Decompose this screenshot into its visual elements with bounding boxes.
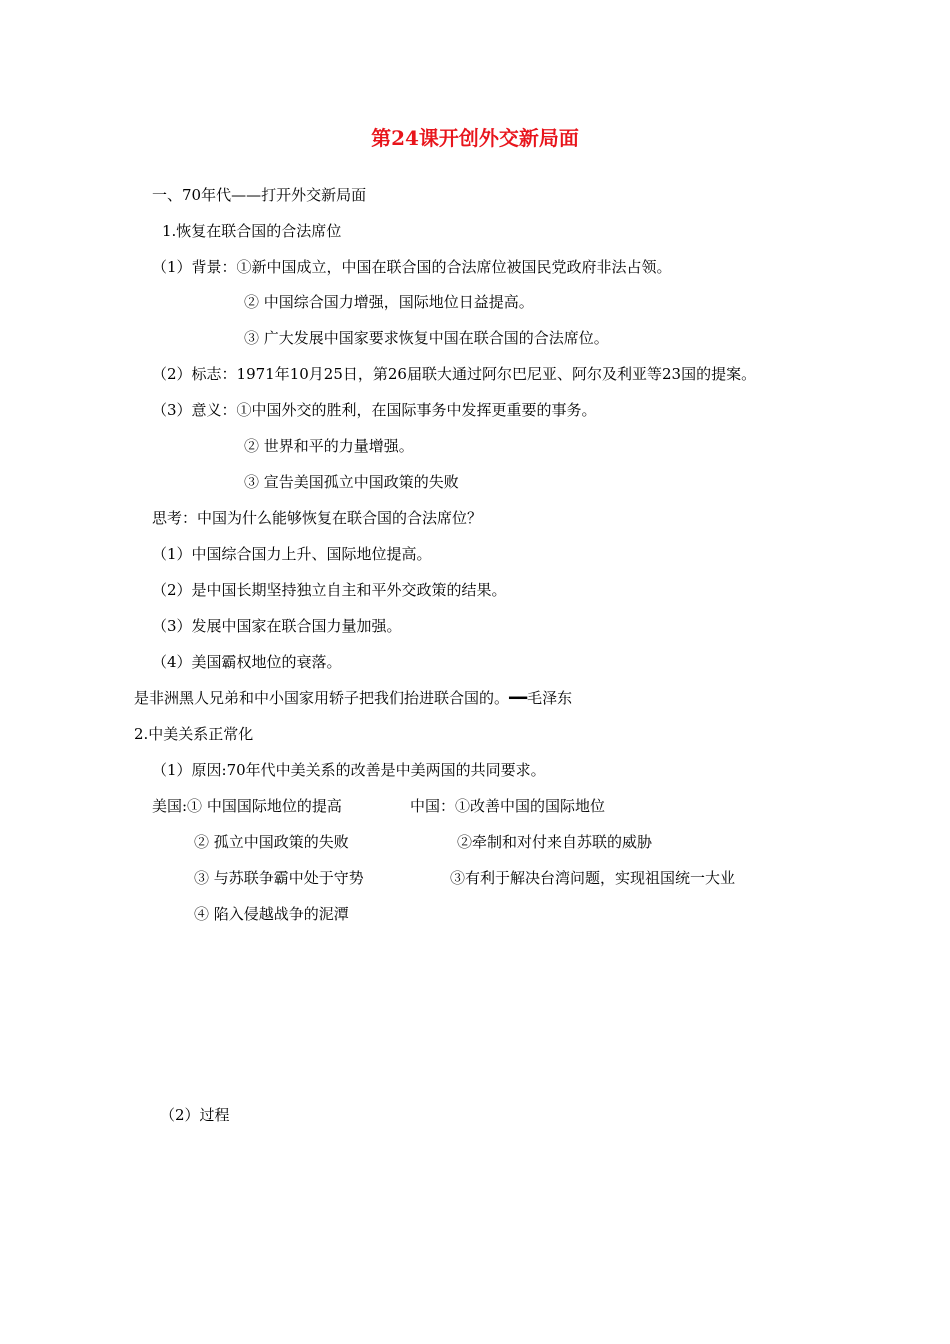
usa-reason-item: ② 孤立中国政策的失败 <box>194 833 349 851</box>
china-reason-item: ③有利于解决台湾问题，实现祖国统一大业 <box>450 869 736 887</box>
usa-reason-label: 美国:① 中国国际地位的提高 <box>152 797 342 815</box>
process-line: （2）过程 <box>160 1106 230 1124</box>
background-line-3: ③ 广大发展中国家要求恢复中国在联合国的合法席位。 <box>244 329 609 347</box>
meaning-line-1: （3）意义：①中国外交的胜利，在国际事务中发挥更重要的事务。 <box>152 401 597 419</box>
page-title: 第24课开创外交新局面 <box>371 126 579 150</box>
think-answer: （1）中国综合国力上升、国际地位提高。 <box>152 545 432 563</box>
background-line-1: （1）背景：①新中国成立，中国在联合国的合法席位被国民党政府非法占领。 <box>152 258 672 276</box>
mao-quote: 是非洲黑人兄弟和中小国家用轿子把我们抬进联合国的。━━毛泽东 <box>134 689 573 707</box>
think-answer: （3）发展中国家在联合国力量加强。 <box>152 617 402 635</box>
background-line-2: ② 中国综合国力增强，国际地位日益提高。 <box>244 293 534 311</box>
section2-heading: 2.中美关系正常化 <box>134 725 254 743</box>
reason-line: （1）原因:70年代中美关系的改善是中美两国的共同要求。 <box>152 761 546 779</box>
usa-reason-item: ④ 陷入侵越战争的泥潭 <box>194 905 349 923</box>
think-question: 思考：中国为什么能够恢复在联合国的合法席位？ <box>152 509 483 527</box>
sign-line: （2）标志：1971年10月25日，第26届联大通过阿尔巴尼亚、阿尔及利亚等23国的提案。 <box>152 365 757 383</box>
think-answer: （2）是中国长期坚持独立自主和平外交政策的结果。 <box>152 581 507 599</box>
meaning-line-2: ② 世界和平的力量增强。 <box>244 437 414 455</box>
china-reason-item: ②牵制和对付来自苏联的威胁 <box>457 833 653 851</box>
subsection-heading: 1.恢复在联合国的合法席位 <box>162 222 342 240</box>
usa-reason-item: ③ 与苏联争霸中处于守势 <box>194 869 364 887</box>
section-heading: 一、70年代——打开外交新局面 <box>152 186 367 204</box>
think-answer: （4）美国霸权地位的衰落。 <box>152 653 342 671</box>
meaning-line-3: ③ 宣告美国孤立中国政策的失败 <box>244 473 459 491</box>
china-reason-label: 中国：①改善中国的国际地位 <box>410 797 606 815</box>
